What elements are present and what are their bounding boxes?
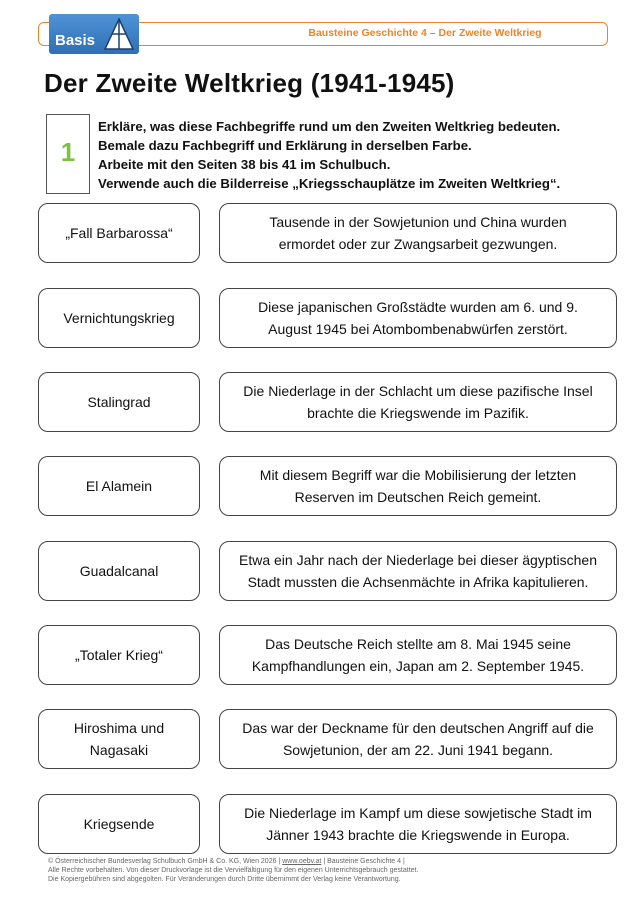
footer-text: Die Kopiergebühren sind abgegolten. Für Veränderungen durch Dritte übernimmt der Verlag keine Verantwortung. xyxy=(48,876,401,883)
term-card[interactable] xyxy=(38,794,200,854)
definition-card[interactable] xyxy=(219,456,617,516)
term-text: Stalingrad xyxy=(87,394,151,410)
footer-text: © Österreichischer Bundesverlag Schulbuch GmbH & Co. KG, Wien 2026 | xyxy=(48,858,283,865)
definition-card[interactable] xyxy=(219,372,617,432)
task-instructions xyxy=(98,117,618,193)
term-text: El Alamein xyxy=(85,478,153,494)
triangle-logo-icon xyxy=(103,17,135,51)
definition-text: Tausende in der Sowjetunion und China wurden xyxy=(269,214,567,230)
definition-card[interactable] xyxy=(219,288,617,348)
term-card[interactable] xyxy=(38,709,200,769)
definition-text: August 1945 bei Atombombenabwürfen zerstört. xyxy=(268,321,568,337)
footer-text: Alle Rechte vorbehalten. Von dieser Druckvorlage ist die Vervielfältigung für den eigenen Unterrichtsgebrauch gestattet. xyxy=(48,867,419,874)
logo-text: Basis xyxy=(55,32,96,49)
publisher-link[interactable]: www.oebv.at xyxy=(282,858,322,865)
instruction-line: Arbeite mit den Seiten 38 bis 41 im Schulbuch. xyxy=(98,157,391,172)
term-card[interactable] xyxy=(38,372,200,432)
definition-card[interactable] xyxy=(219,625,617,685)
definition-text: Sowjetunion, der am 22. Juni 1941 begann. xyxy=(282,742,554,758)
instruction-line: Bemale dazu Fachbegriff und Erklärung in derselben Farbe. xyxy=(98,138,472,153)
term-card[interactable] xyxy=(38,456,200,516)
definition-text: Die Niederlage im Kampf um diese sowjetische Stadt im xyxy=(244,805,592,821)
term-text: Hiroshima und xyxy=(73,720,165,736)
page-title: Der Zweite Weltkrieg (1941-1945) xyxy=(44,68,455,98)
definition-text: Etwa ein Jahr nach der Niederlage bei dieser ägyptischen xyxy=(239,552,597,568)
basis-logo xyxy=(49,14,139,54)
definition-text: ermordet oder zur Zwangsarbeit gezwungen. xyxy=(278,236,558,252)
definition-card[interactable] xyxy=(219,709,617,769)
definition-text: Mit diesem Begriff war die Mobilisierung der letzten xyxy=(259,467,577,483)
definition-text: Die Niederlage in der Schlacht um diese pazifische Insel xyxy=(243,383,593,399)
term-text: Kriegsende xyxy=(83,816,155,832)
definition-text: Kampfhandlungen ein, Japan am 2. September 1945. xyxy=(251,658,585,674)
definition-card[interactable] xyxy=(219,794,617,854)
definition-text: Stadt mussten die Achsenmächte in Afrika kapitulieren. xyxy=(247,574,589,590)
term-text: Vernichtungskrieg xyxy=(63,310,175,326)
definition-card[interactable] xyxy=(219,203,617,263)
task-number-box xyxy=(46,114,90,194)
instruction-line: Verwende auch die Bilderreise „Kriegsschauplätze im Zweiten Weltkrieg“. xyxy=(98,176,561,191)
copyright-footer xyxy=(48,857,608,884)
term-text: Guadalcanal xyxy=(79,563,159,579)
footer-text: | Bausteine Geschichte 4 | xyxy=(321,858,405,865)
definition-card[interactable] xyxy=(219,541,617,601)
series-title: Bausteine Geschichte 4 – Der Zweite Weltkrieg xyxy=(308,27,542,39)
task-number: 1 xyxy=(60,137,76,167)
instruction-line: Erkläre, was diese Fachbegriffe rund um den Zweiten Weltkrieg bedeuten. xyxy=(98,119,561,134)
definition-text: Diese japanischen Großstädte wurden am 6. und 9. xyxy=(258,299,578,315)
term-card[interactable] xyxy=(38,203,200,263)
term-card[interactable] xyxy=(38,625,200,685)
definition-text: brachte die Kriegswende im Pazifik. xyxy=(307,405,529,421)
definition-text: Reserven im Deutschen Reich gemeint. xyxy=(294,489,542,505)
term-text: Nagasaki xyxy=(89,742,149,758)
term-text: „Fall Barbarossa“ xyxy=(65,225,173,241)
definition-text: Jänner 1943 brachte die Kriegswende in Europa. xyxy=(266,827,570,843)
term-card[interactable] xyxy=(38,541,200,601)
definition-text: Das Deutsche Reich stellte am 8. Mai 1945 seine xyxy=(265,636,571,652)
term-card[interactable] xyxy=(38,288,200,348)
definition-text: Das war der Deckname für den deutschen Angriff auf die xyxy=(242,720,594,736)
term-text: „Totaler Krieg“ xyxy=(75,647,163,663)
